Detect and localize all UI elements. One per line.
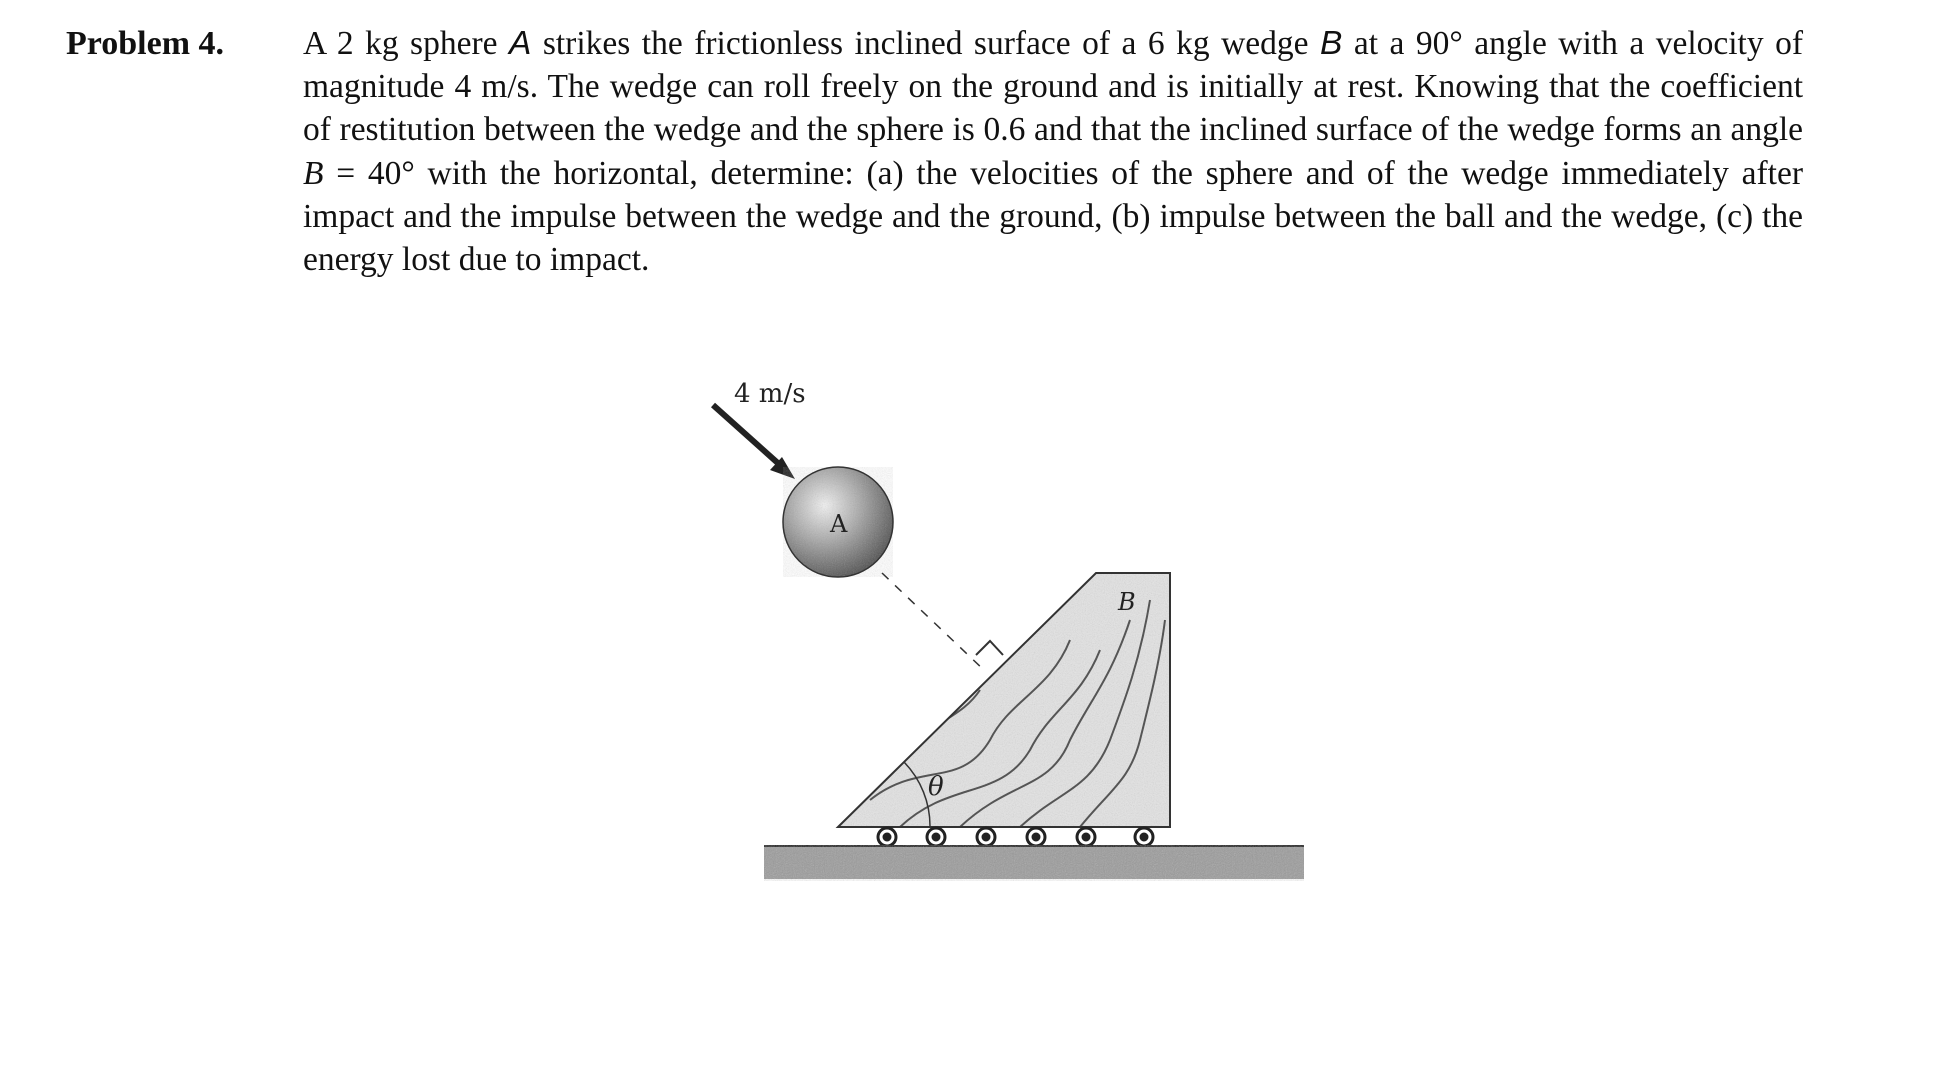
- angle-label: θ: [928, 772, 944, 802]
- ground: [764, 845, 1304, 881]
- roller: [1077, 828, 1095, 846]
- statement-part-1: A 2 kg sphere: [303, 25, 509, 62]
- roller: [878, 828, 896, 846]
- wedge-label: B: [1118, 588, 1136, 616]
- angle-variable: B: [303, 154, 324, 192]
- line-of-impact: [882, 573, 986, 672]
- sphere-variable: A: [508, 25, 532, 62]
- velocity-arrow: [713, 405, 795, 479]
- roller: [927, 828, 945, 846]
- statement-part-2: strikes the frictionless inclined surface of a 6 kg wedge: [531, 25, 1321, 62]
- rollers: [878, 828, 1153, 846]
- velocity-label: 4 m/s: [734, 379, 806, 409]
- sphere-label: A: [830, 510, 848, 538]
- problem-number: Problem 4.: [66, 25, 225, 62]
- right-angle-marker: [976, 641, 1003, 655]
- roller: [1027, 828, 1045, 846]
- statement-part-4: = 40° with the horizontal, determine: (a) the velocities of the sphere and of the wedge immediately after impact and the impulse between the wedge and the ground, (b) impulse between the ball and the wedge, (c) the energy lost due to impact.: [303, 154, 1803, 279]
- statement-part-3: at a 90° angle with a velocity of magnitude 4 m/s. The wedge can roll freely on the ground and is initially at rest. Knowing that the coefficient of restitution between the wedge and the sphere is 0.6 and that the inclined surface of the wedge forms an angle: [303, 25, 1804, 149]
- roller: [1135, 828, 1153, 846]
- wedge-variable: B: [1320, 25, 1343, 62]
- roller: [977, 828, 995, 846]
